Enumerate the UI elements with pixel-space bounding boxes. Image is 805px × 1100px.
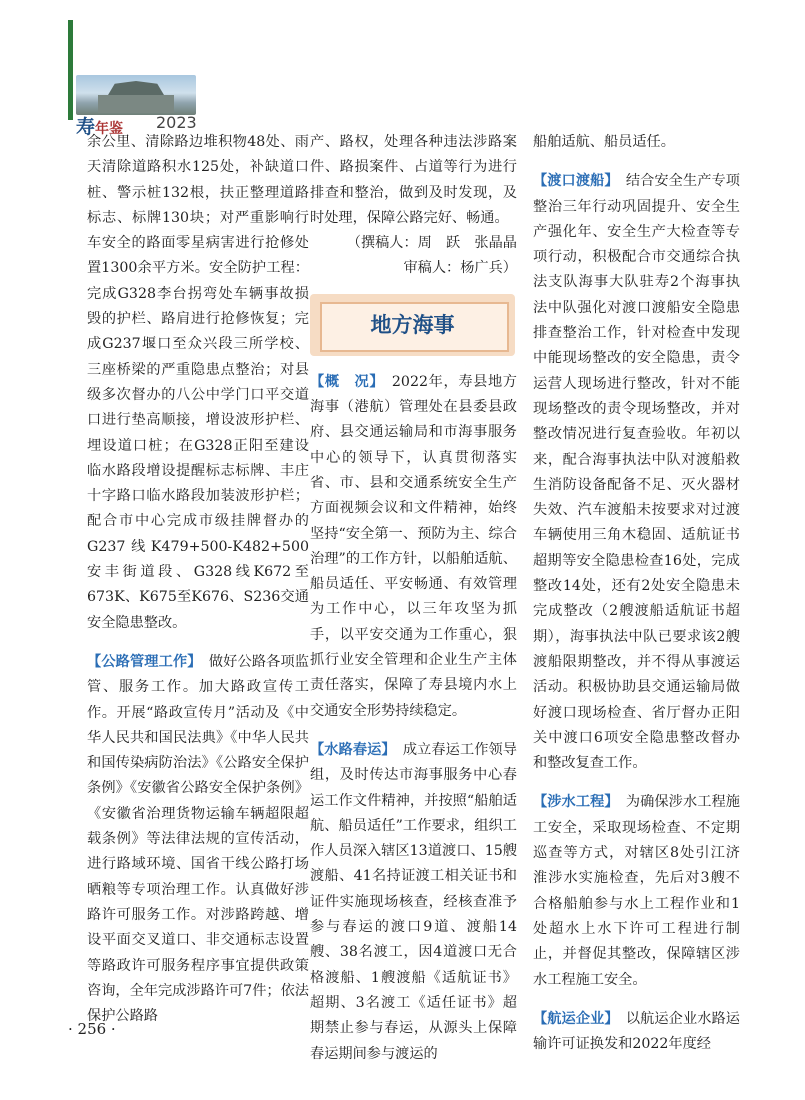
section-head-spring-transport: 【水路春运】 — [310, 741, 389, 758]
yearbook-header — [68, 20, 198, 138]
section-head-water-engineering: 【涉水工程】 — [533, 794, 612, 811]
column-right — [533, 130, 740, 1057]
section-body-ferry: 结合安全生产专项整治三年行动巩固提升、安全生产强化年、安全生产大检查等专项行动，积极配合市交通综合执法支队海事大队驻寿2个海事执法中队强化对渡口渡船安全隐患排查整治工作，针对检查中发现中能现场整改的安全隐患，责令运营人现场进行整改，针对不能现场整改的责令现场整改，并对整改情况进行复查验收。年初以来，配合海事执法中队对渡船救生消防设备配备不足、灭火器材失效、汽车渡船未按要求对过渡车辆使用三角木稳固、适航证书超期等安全隐患检查16处，完成整改14处，还有2处安全隐患未完成整改（2艘渡船适航证书超期），海事执法中队已要求该2艘渡船限期整改，并不得从事渡运活动。积极协助县交通运输局做好渡口现场检查、省厅督办正阳关中渡口6项安全隐患整改督办和整改复查工作。 — [533, 173, 740, 772]
paragraph-water-engineering — [533, 790, 740, 992]
yearbook-logo-suffix: 年鉴 — [95, 121, 124, 137]
gate-wall-shape — [98, 95, 174, 113]
yearbook-year: 2023 — [156, 113, 197, 132]
section-title-label: 地方海事 — [370, 312, 455, 337]
section-head-highway-management: 【公路管理工作】 — [87, 653, 195, 670]
section-head-shipping-enterprise: 【航运企业】 — [533, 1010, 612, 1027]
paragraph-highway-management — [87, 650, 309, 1029]
paragraph-shipping-enterprise — [533, 1007, 740, 1058]
section-body-spring-transport: 成立春运工作领导组，及时传达市海事服务中心春运工作文件精神，并按照“船舶适航、船员适任”工作要求，组织工作人员深入辖区13道渡口、15艘渡船、41名持证渡工相关证书和证件实施现场核查，经核查准予参与春运的渡口9道、渡船14艘、38名渡工，因4道渡口无合格渡船、1艘渡船《适航证书》超期、3名渡工《适任证书》超期禁止参与春运，从源头上保障春运期间参与渡运的 — [310, 741, 517, 1062]
header-city-gate-image — [76, 75, 196, 115]
yearbook-logo-char: 寿 — [76, 116, 96, 138]
column-left — [87, 130, 309, 1029]
header-accent-bar — [68, 20, 73, 120]
page-number: · 256 · — [68, 1020, 116, 1038]
gate-roof-shape — [108, 81, 164, 95]
paragraph-road-rights: 产、路权，处理各种违法涉路案件、路损案件、占道等行为进行排查和整治，做到及时发现，及时处理，保障公路完好、畅通。 — [310, 134, 517, 226]
author-line: （撰稿人：周 跃 张晶晶 — [346, 235, 517, 252]
section-title-box — [310, 294, 517, 356]
paragraph-overview — [310, 370, 517, 724]
paragraph-road-maintenance: 余公里、清除路边堆积物48处、雨天清除道路积水125处，补缺道口桩、警示桩132根，扶正整理道路标志、标牌130块；对严重影响行车安全的路面零星病害进行抢修处置1300余平方米。安全防护工程：完成G328李台拐弯处车辆事故损毁的护栏、路肩进行抢修恢复；完成G237堰口至众兴段三所学校、三座桥梁的严重隐患点整治；对县级多次督办的八公中学门口平交道口进行垫高顺接，增设波形护栏、埋设道口桩；在G328正阳至建设临水路段增设提醒标志标牌、丰庄十字路口临水路段加装波形护栏；配合市中心完成市级挂牌督办的G237线K479+500-K482+500安丰街道段、G328线K672至673K、K675至K676、S236交通安全隐患整改。 — [87, 134, 309, 631]
paragraph-ferry — [533, 169, 740, 776]
paragraph-continuation: 船舶适航、船员适任。 — [533, 134, 675, 150]
section-head-ferry: 【渡口渡船】 — [533, 173, 612, 190]
section-body-water-engineering: 为确保涉水工程施工安全，采取现场检查、不定期巡查等方式，对辖区8处引江济淮涉水实施检查，先后对3艘不合格船舶参与水上工程作业和1处超水上水下许可工程进行制止，并督促其整改，保障辖区涉水工程施工安全。 — [533, 794, 740, 988]
section-body-overview: 2022年，寿县地方海事（港航）管理处在县委县政府、县交通运输局和市海事服务中心的领导下，认真贯彻落实省、市、县和交通系统安全生产方面视频会议和文件精神，始终坚持“安全第一、预防为主、综合治理”的工作方针，以船舶适航、船员适任、平安畅通、有效管理为工作中心，以三年攻坚为抓手，以平安交通为工作重心，狠抓行业安全管理和企业生产主体责任落实，保障了寿县境内水上交通安全形势持续稳定。 — [310, 373, 517, 719]
column-middle — [310, 130, 517, 1067]
section-body-highway-management: 做好公路各项监管、服务工作。加大路政宣传工作。开展“路政宣传月”活动及《中华人民共和国民法典》《中华人民共和国传染病防治法》《公路安全保护条例》《安徽省公路安全保护条例》《安徽省治理货物运输车辆超限超载条例》等法律法规的宣传活动，进行路域环境、国省干线公路打场晒粮等专项治理工作。认真做好涉路许可服务工作。对涉路跨越、增设平面交叉道口、非交通标志设置等路政许可服务程序事宜提供政策咨询，全年完成涉路许可7件；依法保护公路路 — [87, 653, 309, 1025]
section-body-shipping-enterprise: 以航运企业水路运输许可证换发和2022年度经 — [533, 1010, 740, 1053]
paragraph-spring-transport — [310, 738, 517, 1067]
section-head-overview: 【概 况】 — [310, 373, 378, 390]
reviewer-line: 审稿人：杨广兵） — [403, 260, 517, 277]
